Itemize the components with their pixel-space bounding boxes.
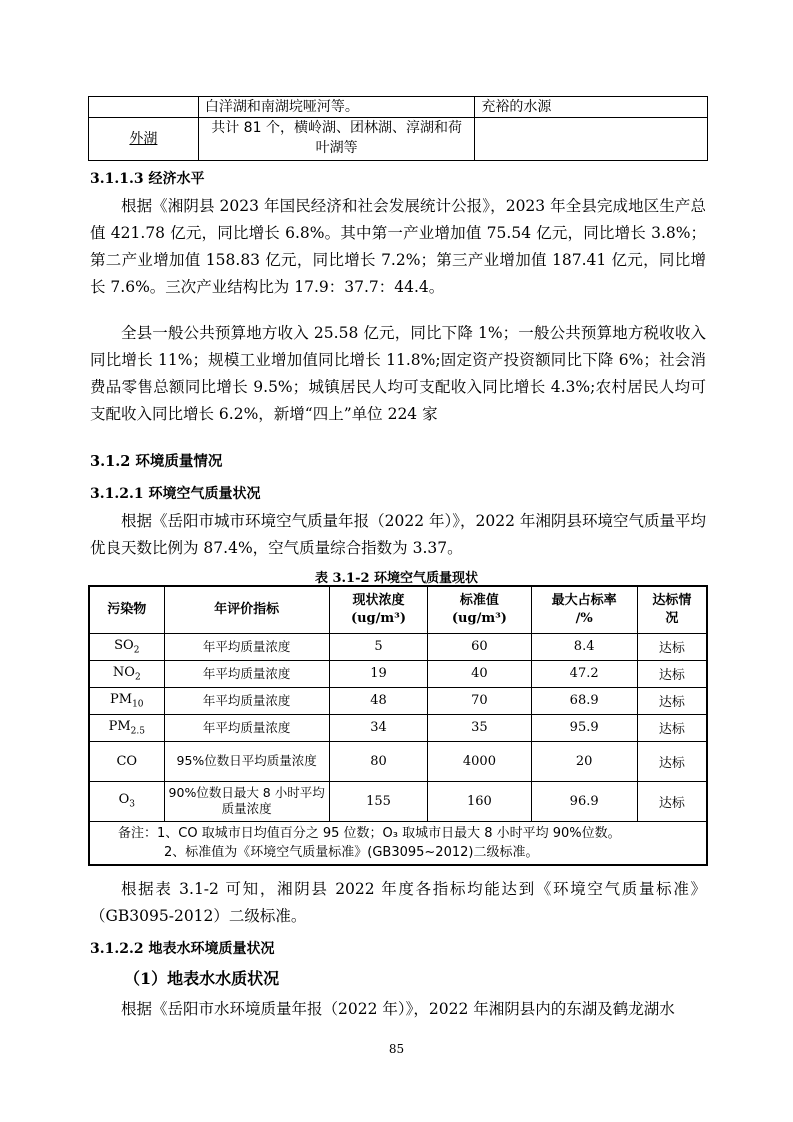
- table-row: [89, 633, 707, 660]
- lake-function-cell: [475, 118, 708, 161]
- pollutant-cell: [89, 633, 164, 660]
- paragraph-finance: 全县一般公共预算地方收入 25.58 亿元，同比下降 1%；一般公共预算地方税收收入同比增长 11%；规模工业增加值同比增长 11.8%;固定资产投资额同比下降 6%；社会消费品零售总额同比增长 9.5%；城镇居民人均可支配收入同比增长 4.3%;农村居民人均可支配收入同比增长 6.2%，新增“四上”单位 224 家: [90, 324, 706, 423]
- lake-desc-cell: 共计 81 个，横岭湖、团林湖、淳湖和荷叶湖等: [198, 118, 475, 161]
- indicator-cell: 年平均质量浓度: [164, 660, 329, 687]
- status-cell: 达标: [637, 741, 707, 781]
- table-caption: 表 3.1-2 环境空气质量现状: [314, 571, 479, 586]
- lake-type-cell: [89, 97, 199, 118]
- pollutant-formula: CO: [116, 753, 138, 769]
- status-cell: 达标: [637, 660, 707, 687]
- status-cell: 达标: [637, 633, 707, 660]
- max-rate-cell: 47.2: [531, 660, 637, 687]
- indicator-cell: 年平均质量浓度: [164, 687, 329, 714]
- max-rate-cell: 96.9: [531, 781, 637, 821]
- table-note: [89, 821, 707, 865]
- pollutant-cell: [89, 660, 164, 687]
- pollutant-formula: SO: [114, 637, 134, 653]
- header-rate-unit: /%: [575, 610, 593, 626]
- standard-cell: 60: [428, 633, 531, 660]
- pollutant-cell: [89, 741, 164, 781]
- indicator-cell: 年平均质量浓度: [164, 633, 329, 660]
- section-heading-3121: 3.1.2.1 环境空气质量状况: [90, 486, 261, 502]
- max-rate-cell: 20: [531, 741, 637, 781]
- lake-function-cell: 充裕的水源: [475, 97, 708, 118]
- header-std-unit: (ug/m³): [451, 610, 507, 626]
- paragraph-economy: 根据《湘阴县 2023 年国民经济和社会发展统计公报》，2023 年全县完成地区生产总值 421.78 亿元，同比增长 6.8%。其中第一产业增加值 75.54 亿元，同比增长 3.8%；第二产业增加值 158.83 亿元，同比增长 7.2%；第三产业增加值 187.41 亿元，同比增长 7.6%。三次产业结构比为 17.9：37.7：44.4。: [90, 197, 706, 296]
- header-status-line2: 况: [665, 610, 679, 626]
- pollutant-subscript: 2: [133, 645, 140, 656]
- table-row: [89, 97, 708, 118]
- pollutant-formula: O: [118, 792, 130, 808]
- header-rate-label: 最大占标率: [551, 592, 617, 608]
- concentration-cell: 48: [329, 687, 427, 714]
- header-status: [637, 586, 707, 633]
- indicator-cell: 90%位数日最大 8 小时平均质量浓度: [164, 781, 329, 821]
- pollutant-cell: [89, 687, 164, 714]
- standard-cell: 160: [428, 781, 531, 821]
- standard-cell: 4000: [428, 741, 531, 781]
- pollutant-cell: [89, 781, 164, 821]
- paragraph-water-quality: 根据《岳阳市水环境质量年报（2022 年）》，2022 年湘阴县内的东湖及鹤龙湖水: [121, 1000, 675, 1018]
- section-heading-surface-water: （1）地表水水质状况: [124, 969, 280, 988]
- pollutant-subscript: 10: [132, 699, 144, 710]
- header-conc-label: 现状浓度: [352, 592, 405, 608]
- table-row: [89, 781, 707, 821]
- concentration-cell: 80: [329, 741, 427, 781]
- table-row: [89, 687, 707, 714]
- table-row: [89, 660, 707, 687]
- max-rate-cell: 95.9: [531, 714, 637, 741]
- header-std-label: 标准值: [459, 592, 499, 608]
- table-header-row: [89, 586, 707, 633]
- table-row: [89, 714, 707, 741]
- lake-table: [88, 96, 708, 161]
- header-concentration: [329, 586, 427, 633]
- table-row: [89, 118, 708, 161]
- concentration-cell: 5: [329, 633, 427, 660]
- pollutant-subscript: 3: [129, 799, 135, 810]
- header-standard: [428, 586, 531, 633]
- air-quality-table-body: [89, 633, 707, 821]
- status-cell: 达标: [637, 714, 707, 741]
- paragraph-air-conclusion: 根据表 3.1-2 可知，湘阴县 2022 年度各指标均能达到《环境空气质量标准》（GB3095-2012）二级标准。: [90, 880, 706, 925]
- note-line-2: 2、标准值为《环境空气质量标准》(GB3095~2012)二级标准。: [164, 844, 539, 860]
- pollutant-cell: [89, 714, 164, 741]
- standard-cell: 40: [428, 660, 531, 687]
- pollutant-subscript: 2.5: [130, 726, 145, 737]
- max-rate-cell: 8.4: [531, 633, 637, 660]
- indicator-cell: 年平均质量浓度: [164, 714, 329, 741]
- standard-cell: 70: [428, 687, 531, 714]
- table-note-row: [89, 821, 707, 865]
- concentration-cell: 155: [329, 781, 427, 821]
- header-status-line1: 达标情: [652, 592, 692, 608]
- section-heading-3113: 3.1.1.3 经济水平: [90, 171, 205, 187]
- status-cell: 达标: [637, 687, 707, 714]
- pollutant-subscript: 2: [134, 672, 141, 683]
- header-indicator: 年评价指标: [164, 586, 329, 633]
- status-cell: 达标: [637, 781, 707, 821]
- air-quality-table: [88, 585, 708, 866]
- table-row: [89, 741, 707, 781]
- concentration-cell: 34: [329, 714, 427, 741]
- indicator-cell: 95%位数日平均质量浓度: [164, 741, 329, 781]
- header-pollutant: 污染物: [89, 586, 164, 633]
- pollutant-formula: PM: [108, 718, 131, 734]
- header-conc-unit: (ug/m³): [350, 610, 406, 626]
- lake-type-cell: 外湖: [89, 118, 199, 161]
- section-heading-3122: 3.1.2.2 地表水环境质量状况: [90, 941, 275, 957]
- lake-desc-cell: 白洋湖和南湖垸哑河等。: [198, 97, 475, 118]
- max-rate-cell: 68.9: [531, 687, 637, 714]
- paragraph-air-quality: 根据《岳阳市城市环境空气质量年报（2022 年）》，2022 年湘阴县环境空气质量平均优良天数比例为 87.4%，空气质量综合指数为 3.37。: [90, 512, 706, 557]
- concentration-cell: 19: [329, 660, 427, 687]
- pollutant-formula: NO: [112, 664, 135, 680]
- section-heading-312: 3.1.2 环境质量情况: [90, 453, 223, 470]
- page-number: 85: [388, 1042, 405, 1056]
- note-line-1: 备注：1、CO 取城市日均值百分之 95 位数；O₃ 取城市日最大 8 小时平均 90%位数。: [118, 825, 621, 841]
- pollutant-formula: PM: [110, 691, 133, 707]
- header-max-rate: [531, 586, 637, 633]
- standard-cell: 35: [428, 714, 531, 741]
